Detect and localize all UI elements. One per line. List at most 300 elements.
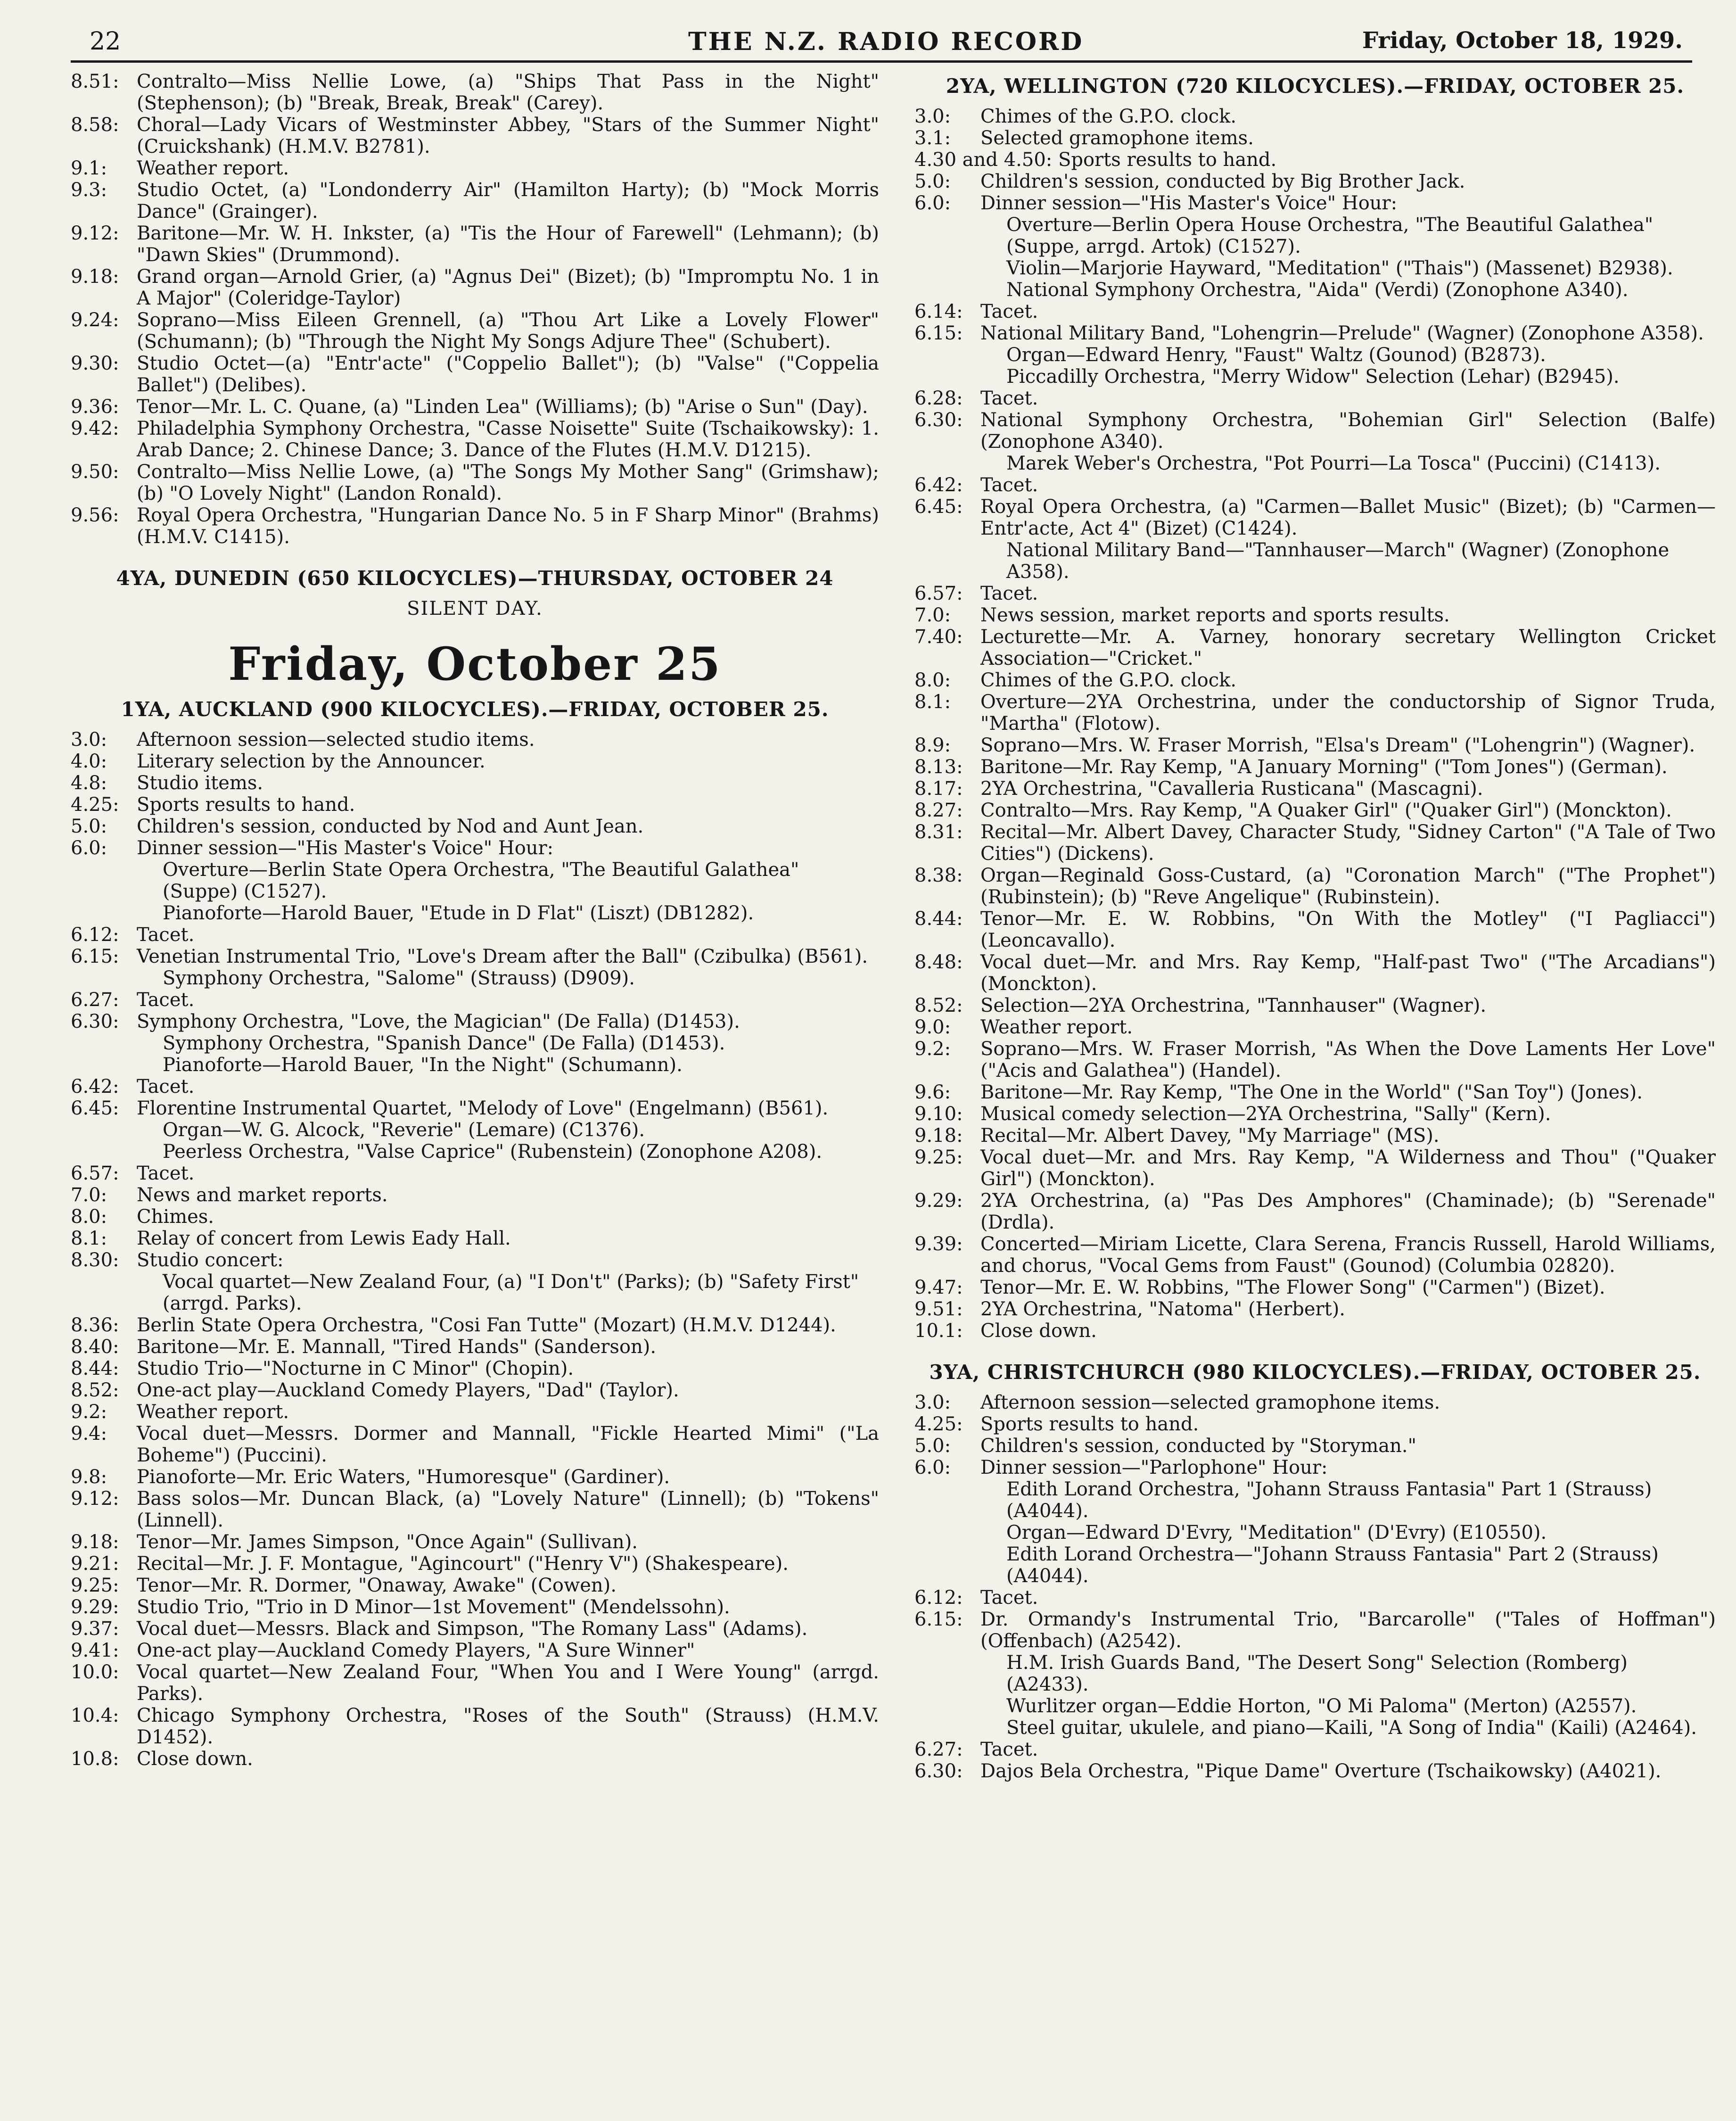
programme-item: Peerless Orchestra, "Valse Caprice" (Rubenstein) (Zonophone A208). <box>163 1141 823 1163</box>
programme-item <box>914 388 1716 409</box>
programme-description: Soprano—Miss Eileen Grennell, (a) "Thou Art Like a Lovely Flower" (Schumann); (b) "Through the Night My Songs Adjure Thee" (Schubert). <box>137 309 879 353</box>
programme-description: Tenor—Mr. E. W. Robbins, "On With the Motley" ("I Pagliacci") (Leoncavallo). <box>980 908 1716 951</box>
programme-description: Vocal quartet—New Zealand Four, "When You and I Were Young" (arrgd. Parks). <box>137 1661 879 1705</box>
programme-item <box>914 1457 1716 1478</box>
right-column <box>914 71 1716 1782</box>
programme-item <box>914 106 1716 127</box>
programme-description: Sports results to hand. <box>137 794 355 816</box>
masthead <box>71 25 1692 62</box>
christchurch-heading: 3YA, CHRISTCHURCH (980 KILOCYCLES).—FRIDAY, OCTOBER 25. <box>929 1361 1701 1384</box>
programme-time: 8.44: <box>71 1358 119 1379</box>
programme-time: 6.30: <box>71 1011 119 1032</box>
programme-item <box>914 1320 1716 1342</box>
programme-description: News and market reports. <box>137 1184 388 1206</box>
programme-description: Tenor—Mr. James Simpson, "Once Again" (Sullivan). <box>137 1531 638 1553</box>
programme-item <box>71 772 879 794</box>
programme-item <box>71 1098 879 1119</box>
page-number: 22 <box>90 27 121 56</box>
programme-time: 9.25: <box>914 1147 963 1168</box>
programme-item <box>914 756 1716 778</box>
programme-item <box>71 1640 879 1661</box>
programme-time: 7.40: <box>914 626 963 648</box>
programme-item <box>914 1587 1716 1609</box>
programme-item <box>71 157 879 179</box>
programme-item <box>914 735 1716 756</box>
programme-time: 9.47: <box>914 1277 963 1298</box>
programme-item <box>914 1435 1716 1457</box>
programme-time: 6.12: <box>914 1587 963 1609</box>
programme-item: Organ—Edward D'Evry, "Meditation" (D'Evry) (E10550). <box>1006 1522 1547 1543</box>
programme-time: 9.21: <box>71 1553 119 1575</box>
programme-item <box>914 1739 1716 1760</box>
programme-time: 5.0: <box>914 171 951 192</box>
programme-time: 5.0: <box>71 816 107 837</box>
programme-item <box>71 1336 879 1358</box>
programme-time: 8.40: <box>71 1336 119 1358</box>
programme-time: 6.57: <box>71 1163 119 1184</box>
programme-time: 6.0: <box>914 192 951 214</box>
programme-time: 8.52: <box>71 1379 119 1401</box>
programme-time: 9.51: <box>914 1298 963 1320</box>
programme-time: 8.36: <box>71 1314 119 1336</box>
programme-description: Pianoforte—Mr. Eric Waters, "Humoresque" (Gardiner). <box>137 1466 670 1488</box>
programme-item <box>71 1249 879 1271</box>
programme-item <box>914 1277 1716 1298</box>
programme-item: Edith Lorand Orchestra—"Johann Strauss Fantasia" Part 2 (Strauss) (A4044). <box>1006 1543 1659 1587</box>
programme-time: 5.0: <box>914 1435 951 1457</box>
programme-time: 6.12: <box>71 924 119 946</box>
programme-description: Children's session, conducted by "Storyman." <box>980 1435 1416 1457</box>
programme-item <box>71 1076 879 1098</box>
programme-description: Musical comedy selection—2YA Orchestrina, "Sally" (Kern). <box>980 1103 1551 1125</box>
programme-item <box>914 127 1716 149</box>
programme-time: 10.1: <box>914 1320 963 1342</box>
programme-item <box>71 1206 879 1228</box>
programme-description: Tenor—Mr. R. Dormer, "Onaway, Awake" (Cowen). <box>137 1575 617 1596</box>
programme-item <box>71 461 879 504</box>
programme-time: 4.8: <box>71 772 107 794</box>
programme-description: Chimes of the G.P.O. clock. <box>980 669 1237 691</box>
programme-time: 8.1: <box>914 691 951 713</box>
programme-item: Pianoforte—Harold Bauer, "In the Night" (Schumann). <box>163 1054 683 1076</box>
programme-time: 3.0: <box>71 729 107 751</box>
programme-item <box>71 504 879 548</box>
programme-description: Dinner session—"Parlophone" Hour: <box>980 1457 1328 1478</box>
programme-time: 9.30: <box>71 353 119 374</box>
programme-item: Overture—Berlin Opera House Orchestra, "The Beautiful Galathea" (Suppe, arrgd. Artok) (C1527). <box>1006 214 1654 257</box>
programme-item <box>71 1553 879 1575</box>
programme-item <box>914 583 1716 604</box>
programme-item <box>71 71 879 114</box>
programme-item <box>914 669 1716 691</box>
programme-item <box>71 1358 879 1379</box>
programme-item <box>914 1233 1716 1277</box>
programme-item: Symphony Orchestra, "Salome" (Strauss) (D909). <box>163 967 635 989</box>
programme-description: Studio concert: <box>137 1249 284 1271</box>
programme-item <box>914 171 1716 192</box>
programme-description: Soprano—Mrs. W. Fraser Morrish, "Elsa's Dream" ("Lohengrin") (Wagner). <box>980 735 1695 756</box>
programme-description: Overture—2YA Orchestrina, under the conductorship of Signor Truda, "Martha" (Flotow). <box>980 691 1716 735</box>
programme-continuation <box>71 71 879 548</box>
programme-description: Dinner session—"His Master's Voice" Hour: <box>137 837 554 859</box>
programme-description: Concerted—Miriam Licette, Clara Serena, Francis Russell, Harold Williams, and chorus, "Vocal Gems from Faust" (Gounod) (Columbia 02820). <box>980 1233 1716 1277</box>
programme-item <box>71 1531 879 1553</box>
programme-item <box>914 301 1716 322</box>
programme-item <box>71 1596 879 1618</box>
programme-time: 8.52: <box>914 995 963 1016</box>
programme-item <box>71 418 879 461</box>
programme-time: 9.2: <box>71 1401 107 1423</box>
programme-time: 9.3: <box>71 179 107 201</box>
programme-time: 6.27: <box>71 989 119 1011</box>
programme-description: Tacet. <box>980 474 1038 496</box>
programme-description: Philadelphia Symphony Orchestra, "Casse Noisette" Suite (Tschaikowsky): 1. Arab Dance; 2. Chinese Dance; 3. Dance of the Flutes (H.M.V. D1215). <box>137 418 879 461</box>
programme-time: 8.51: <box>71 71 119 92</box>
programme-description: National Symphony Orchestra, "Bohemian Girl" Selection (Balfe) (Zonophone A340). <box>980 409 1716 453</box>
programme-time: 6.42: <box>914 474 963 496</box>
programme-item <box>71 751 879 772</box>
auckland-programme <box>71 729 879 1770</box>
programme-item <box>71 1488 879 1531</box>
programme-item <box>71 1163 879 1184</box>
programme-item <box>914 322 1716 344</box>
programme-time: 6.15: <box>914 322 963 344</box>
programme-item <box>71 396 879 418</box>
programme-time: 8.27: <box>914 800 963 821</box>
day-heading: Friday, October 25 <box>228 637 722 691</box>
programme-time: 8.44: <box>914 908 963 930</box>
programme-item: 4.30 and 4.50: Sports results to hand. <box>914 149 1277 171</box>
programme-item <box>914 192 1716 214</box>
programme-item: Overture—Berlin State Opera Orchestra, "The Beautiful Galathea" (Suppe) (C1527). <box>163 859 799 902</box>
programme-item <box>71 1575 879 1596</box>
programme-item <box>914 1125 1716 1147</box>
programme-item: Violin—Marjorie Hayward, "Meditation" ("Thais") (Massenet) B2938). <box>1006 257 1673 279</box>
programme-description: Organ—Reginald Goss-Custard, (a) "Coronation March" ("The Prophet") (Rubinstein); (b) "Reve Angelique" (Rubinstein). <box>980 865 1716 908</box>
programme-description: Chimes of the G.P.O. clock. <box>980 106 1237 127</box>
programme-description: Choral—Lady Vicars of Westminster Abbey, "Stars of the Summer Night" (Cruickshank) (H.M.V. B2781). <box>137 114 879 157</box>
programme-description: 2YA Orchestrina, (a) "Pas Des Amphores" (Chaminade); (b) "Serenade" (Drdla). <box>980 1190 1716 1233</box>
programme-time: 8.1: <box>71 1228 107 1249</box>
programme-item: H.M. Irish Guards Band, "The Desert Song" Selection (Romberg) (A2433). <box>1006 1652 1628 1695</box>
programme-time: 10.8: <box>71 1748 119 1770</box>
programme-time: 9.29: <box>914 1190 963 1212</box>
programme-item <box>71 1423 879 1466</box>
programme-description: Studio Octet—(a) "Entr'acte" ("Coppelio Ballet"); (b) "Valse" ("Coppelia Ballet") (Delibes). <box>137 353 879 396</box>
programme-description: Baritone—Mr. E. Mannall, "Tired Hands" (Sanderson). <box>137 1336 657 1358</box>
programme-description: Symphony Orchestra, "Love, the Magician" (De Falla) (D1453). <box>137 1011 740 1032</box>
programme-description: Studio Trio—"Nocturne in C Minor" (Chopin). <box>137 1358 574 1379</box>
programme-time: 3.1: <box>914 127 951 149</box>
programme-description: Tacet. <box>137 924 195 946</box>
programme-description: One-act play—Auckland Comedy Players, "Dad" (Taylor). <box>137 1379 679 1401</box>
programme-item <box>914 1760 1716 1782</box>
programme-time: 9.2: <box>914 1038 951 1060</box>
programme-item: Edith Lorand Orchestra, "Johann Strauss Fantasia" Part 1 (Strauss) (A4044). <box>1006 1478 1652 1522</box>
programme-description: Tenor—Mr. E. W. Robbins, "The Flower Song" ("Carmen") (Bizet). <box>980 1277 1605 1298</box>
programme-item: Marek Weber's Orchestra, "Pot Pourri—La Tosca" (Puccini) (C1413). <box>1006 453 1661 474</box>
programme-item <box>71 946 879 967</box>
programme-item <box>914 474 1716 496</box>
programme-time: 9.24: <box>71 309 119 331</box>
programme-description: Children's session, conducted by Big Brother Jack. <box>980 171 1465 192</box>
programme-item <box>914 409 1716 453</box>
programme-item <box>914 778 1716 800</box>
programme-item <box>71 1379 879 1401</box>
programme-description: Tacet. <box>980 301 1038 322</box>
programme-description: Weather report. <box>980 1016 1133 1038</box>
programme-time: 9.12: <box>71 223 119 244</box>
programme-time: 4.25: <box>914 1413 963 1435</box>
programme-item: Pianoforte—Harold Bauer, "Etude in D Flat" (Liszt) (DB1282). <box>163 902 754 924</box>
programme-description: Florentine Instrumental Quartet, "Melody of Love" (Engelmann) (B561). <box>137 1098 829 1119</box>
programme-time: 9.39: <box>914 1233 963 1255</box>
programme-description: Contralto—Miss Nellie Lowe, (a) "The Songs My Mother Sang" (Grimshaw); (b) "O Lovely Night" (Landon Ronald). <box>137 461 879 504</box>
programme-description: Afternoon session—selected studio items. <box>137 729 535 751</box>
programme-description: Recital—Mr. Albert Davey, "My Marriage" (MS). <box>980 1125 1440 1147</box>
programme-description: Tacet. <box>980 1587 1038 1609</box>
programme-item: Steel guitar, ukulele, and piano—Kaili, "A Song of India" (Kaili) (A2464). <box>1006 1717 1697 1739</box>
programme-time: 9.37: <box>71 1618 119 1640</box>
programme-time: 8.31: <box>914 821 963 843</box>
programme-time: 6.28: <box>914 388 963 409</box>
programme-item: Vocal quartet—New Zealand Four, (a) "I Don't" (Parks); (b) "Safety First" (arrgd. Parks). <box>163 1271 859 1314</box>
programme-item <box>914 1147 1716 1190</box>
programme-item <box>914 1103 1716 1125</box>
programme-item <box>71 179 879 223</box>
programme-description: Tacet. <box>137 1163 195 1184</box>
programme-description: Literary selection by the Announcer. <box>137 751 485 772</box>
programme-item <box>71 794 879 816</box>
programme-description: News session, market reports and sports results. <box>980 604 1450 626</box>
programme-time: 9.10: <box>914 1103 963 1125</box>
programme-time: 8.13: <box>914 756 963 778</box>
programme-item <box>914 626 1716 669</box>
programme-description: Sports results to hand. <box>980 1413 1199 1435</box>
programme-time: 6.57: <box>914 583 963 604</box>
programme-time: 9.0: <box>914 1016 951 1038</box>
programme-description: Close down. <box>137 1748 253 1770</box>
programme-item <box>914 496 1716 539</box>
programme-time: 8.17: <box>914 778 963 800</box>
programme-description: Vocal duet—Messrs. Black and Simpson, "The Romany Lass" (Adams). <box>137 1618 808 1640</box>
programme-description: Dinner session—"His Master's Voice" Hour: <box>980 192 1398 214</box>
programme-time: 8.38: <box>914 865 963 886</box>
programme-time: 3.0: <box>914 1392 951 1413</box>
programme-item: Organ—Edward Henry, "Faust" Waltz (Gounod) (B2873). <box>1006 344 1546 366</box>
programme-item <box>71 114 879 157</box>
programme-description: Berlin State Opera Orchestra, "Cosi Fan Tutte" (Mozart) (H.M.V. D1244). <box>137 1314 836 1336</box>
programme-description: Contralto—Miss Nellie Lowe, (a) "Ships That Pass in the Night" (Stephenson); (b) "Break, Break, Break" (Carey). <box>137 71 879 114</box>
auckland-heading: 1YA, AUCKLAND (900 KILOCYCLES).—FRIDAY, OCTOBER 25. <box>121 698 829 721</box>
programme-time: 9.6: <box>914 1081 951 1103</box>
programme-time: 10.0: <box>71 1661 119 1683</box>
wellington-programme <box>914 106 1716 1342</box>
programme-description: Royal Opera Orchestra, "Hungarian Dance No. 5 in F Sharp Minor" (Brahms) (H.M.V. C1415). <box>137 504 879 548</box>
programme-item <box>914 1081 1716 1103</box>
programme-item <box>71 1705 879 1748</box>
programme-time: 9.36: <box>71 396 119 418</box>
programme-item: Piccadilly Orchestra, "Merry Widow" Selection (Lehar) (B2945). <box>1006 366 1620 388</box>
wellington-heading: 2YA, WELLINGTON (720 KILOCYCLES).—FRIDAY, OCTOBER 25. <box>946 74 1685 98</box>
programme-description: Bass solos—Mr. Duncan Black, (a) "Lovely Nature" (Linnell); (b) "Tokens" (Linnell). <box>137 1488 879 1531</box>
programme-item: Symphony Orchestra, "Spanish Dance" (De Falla) (D1453). <box>163 1032 725 1054</box>
programme-description: Tacet. <box>980 1739 1038 1760</box>
programme-time: 6.30: <box>914 409 963 431</box>
programme-item <box>71 309 879 353</box>
programme-description: Weather report. <box>137 157 289 179</box>
programme-item <box>71 1748 879 1770</box>
programme-item <box>914 995 1716 1016</box>
programme-item <box>71 1661 879 1705</box>
programme-time: 3.0: <box>914 106 951 127</box>
programme-time: 8.30: <box>71 1249 119 1271</box>
programme-item <box>914 821 1716 865</box>
programme-time: 9.18: <box>71 1531 119 1553</box>
programme-time: 6.42: <box>71 1076 119 1098</box>
programme-item <box>914 908 1716 951</box>
programme-time: 6.30: <box>914 1760 963 1782</box>
programme-description: Tenor—Mr. L. C. Quane, (a) "Linden Lea" (Williams); (b) "Arise o Sun" (Day). <box>137 396 868 418</box>
programme-description: Close down. <box>980 1320 1097 1342</box>
programme-item <box>71 1618 879 1640</box>
programme-item <box>71 1466 879 1488</box>
programme-item <box>914 1609 1716 1652</box>
programme-item <box>71 1314 879 1336</box>
programme-item <box>71 1184 879 1206</box>
programme-time: 9.41: <box>71 1640 119 1661</box>
programme-time: 6.0: <box>914 1457 951 1478</box>
programme-time: 7.0: <box>914 604 951 626</box>
dunedin-heading: 4YA, DUNEDIN (650 KILOCYCLES)—THURSDAY, OCTOBER 24 <box>116 567 834 590</box>
programme-description: Recital—Mr. Albert Davey, Character Study, "Sidney Carton" ("A Tale of Two Cities") (Dickens). <box>980 821 1716 865</box>
header-rule <box>71 60 1692 63</box>
programme-item <box>914 1392 1716 1413</box>
programme-time: 6.15: <box>71 946 119 967</box>
programme-time: 9.4: <box>71 1423 107 1444</box>
programme-item: National Symphony Orchestra, "Aida" (Verdi) (Zonophone A340). <box>1006 279 1629 301</box>
programme-description: Selected gramophone items. <box>980 127 1254 149</box>
programme-time: 8.48: <box>914 951 963 973</box>
programme-description: 2YA Orchestrina, "Cavalleria Rusticana" (Mascagni). <box>980 778 1483 800</box>
programme-time: 9.42: <box>71 418 119 439</box>
programme-description: Vocal duet—Mr. and Mrs. Ray Kemp, "A Wilderness and Thou" ("Quaker Girl") (Monckton). <box>980 1147 1716 1190</box>
left-column <box>71 71 879 1770</box>
programme-description: Relay of concert from Lewis Eady Hall. <box>137 1228 511 1249</box>
christchurch-programme <box>914 1392 1716 1782</box>
programme-description: Selection—2YA Orchestrina, "Tannhauser" (Wagner). <box>980 995 1487 1016</box>
programme-time: 6.15: <box>914 1609 963 1630</box>
programme-time: 10.4: <box>71 1705 119 1726</box>
programme-description: Children's session, conducted by Nod and Aunt Jean. <box>137 816 644 837</box>
programme-time: 4.25: <box>71 794 119 816</box>
programme-description: One-act play—Auckland Comedy Players, "A Sure Winner" <box>137 1640 695 1661</box>
programme-time: 8.0: <box>71 1206 107 1228</box>
issue-date: Friday, October 18, 1929. <box>1362 27 1683 54</box>
programme-item: Wurlitzer organ—Eddie Horton, "O Mi Paloma" (Merton) (A2557). <box>1006 1695 1637 1717</box>
publication-title: THE N.Z. RADIO RECORD <box>688 27 1084 56</box>
programme-description: Recital—Mr. J. F. Montague, "Agincourt" ("Henry V") (Shakespeare). <box>137 1553 789 1575</box>
programme-description: Tacet. <box>137 1076 195 1098</box>
programme-time: 8.9: <box>914 735 951 756</box>
programme-time: 6.0: <box>71 837 107 859</box>
programme-item <box>71 1228 879 1249</box>
programme-time: 9.8: <box>71 1466 107 1488</box>
programme-description: Studio Trio, "Trio in D Minor—1st Movement" (Mendelssohn). <box>137 1596 730 1618</box>
programme-item <box>914 1016 1716 1038</box>
programme-item <box>71 729 879 751</box>
programme-description: Tacet. <box>137 989 195 1011</box>
programme-description: Tacet. <box>980 388 1038 409</box>
programme-item <box>71 837 879 859</box>
programme-time: 9.18: <box>71 266 119 288</box>
programme-description: Afternoon session—selected gramophone items. <box>980 1392 1440 1413</box>
programme-time: 9.25: <box>71 1575 119 1596</box>
programme-item <box>914 865 1716 908</box>
programme-time: 9.56: <box>71 504 119 526</box>
programme-item <box>914 1413 1716 1435</box>
silent-day-note: SILENT DAY. <box>407 598 543 619</box>
programme-description: Vocal duet—Mr. and Mrs. Ray Kemp, "Half-past Two" ("The Arcadians") (Monckton). <box>980 951 1716 995</box>
programme-time: 6.27: <box>914 1739 963 1760</box>
programme-item: National Military Band—"Tannhauser—March" (Wagner) (Zonophone A358). <box>1006 539 1670 583</box>
programme-description: Venetian Instrumental Trio, "Love's Dream after the Ball" (Czibulka) (B561). <box>137 946 868 967</box>
programme-item <box>914 604 1716 626</box>
programme-item <box>71 266 879 309</box>
programme-time: 6.14: <box>914 301 963 322</box>
programme-item: Organ—W. G. Alcock, "Reverie" (Lemare) (C1376). <box>163 1119 645 1141</box>
programme-item <box>71 989 879 1011</box>
programme-description: Baritone—Mr. Ray Kemp, "A January Morning" ("Tom Jones") (German). <box>980 756 1668 778</box>
programme-description: 2YA Orchestrina, "Natoma" (Herbert). <box>980 1298 1346 1320</box>
programme-description: Weather report. <box>137 1401 289 1423</box>
programme-description: Baritone—Mr. Ray Kemp, "The One in the World" ("San Toy") (Jones). <box>980 1081 1643 1103</box>
programme-description: Tacet. <box>980 583 1038 604</box>
programme-item <box>914 1038 1716 1081</box>
programme-time: 8.58: <box>71 114 119 136</box>
programme-description: Chicago Symphony Orchestra, "Roses of the South" (Strauss) (H.M.V. D1452). <box>137 1705 879 1748</box>
programme-description: Grand organ—Arnold Grier, (a) "Agnus Dei" (Bizet); (b) "Impromptu No. 1 in A Major" (Coleridge-Taylor) <box>137 266 879 309</box>
programme-time: 6.45: <box>914 496 963 518</box>
programme-description: Royal Opera Orchestra, (a) "Carmen—Ballet Music" (Bizet); (b) "Carmen—Entr'acte, Act 4" (Bizet) (C1424). <box>980 496 1716 539</box>
programme-item <box>71 1401 879 1423</box>
programme-item <box>71 353 879 396</box>
programme-description: Studio items. <box>137 772 263 794</box>
programme-item <box>914 951 1716 995</box>
programme-time: 4.0: <box>71 751 107 772</box>
programme-description: Baritone—Mr. W. H. Inkster, (a) "Tis the Hour of Farewell" (Lehmann); (b) "Dawn Skies" (Drummond). <box>137 223 879 266</box>
programme-item <box>914 691 1716 735</box>
programme-description: Studio Octet, (a) "Londonderry Air" (Hamilton Harty); (b) "Mock Morris Dance" (Grainger). <box>137 179 879 223</box>
programme-description: Dajos Bela Orchestra, "Pique Dame" Overture (Tschaikowsky) (A4021). <box>980 1760 1662 1782</box>
programme-description: Dr. Ormandy's Instrumental Trio, "Barcarolle" ("Tales of Hoffman") (Offenbach) (A2542). <box>980 1609 1716 1652</box>
programme-item <box>71 816 879 837</box>
programme-description: Contralto—Mrs. Ray Kemp, "A Quaker Girl" ("Quaker Girl") (Monckton). <box>980 800 1672 821</box>
programme-item <box>914 800 1716 821</box>
programme-description: Lecturette—Mr. A. Varney, honorary secretary Wellington Cricket Association—"Cricket." <box>980 626 1716 669</box>
programme-time: 7.0: <box>71 1184 107 1206</box>
programme-time: 9.18: <box>914 1125 963 1147</box>
programme-item <box>71 1011 879 1032</box>
programme-time: 9.1: <box>71 157 107 179</box>
programme-time: 9.12: <box>71 1488 119 1510</box>
programme-time: 9.50: <box>71 461 119 483</box>
programme-description: Chimes. <box>137 1206 214 1228</box>
programme-item <box>914 1298 1716 1320</box>
programme-time: 8.0: <box>914 669 951 691</box>
programme-item <box>71 924 879 946</box>
programme-description: Soprano—Mrs. W. Fraser Morrish, "As When the Dove Laments Her Love" ("Acis and Galathea") (Handel). <box>980 1038 1716 1081</box>
